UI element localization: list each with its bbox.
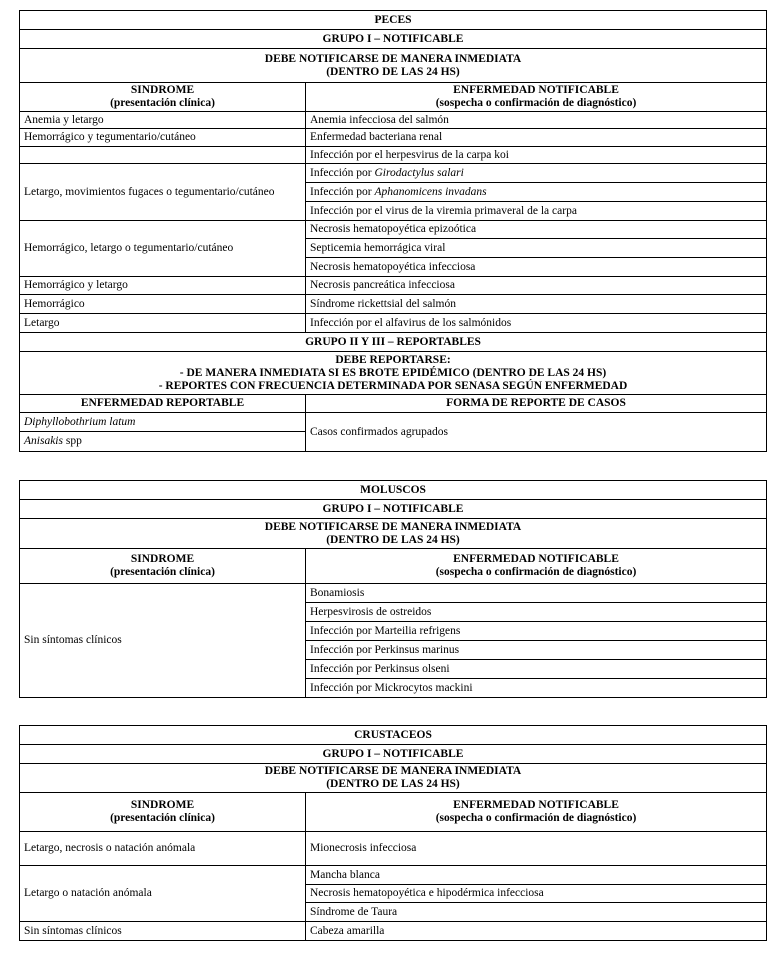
syndrome-cell: Hemorrágico, letargo o tegumentario/cutáneo <box>20 221 306 277</box>
notice-line2: (DENTRO DE LAS 24 HS) <box>326 533 460 546</box>
col-header-sub: (presentación clínica) <box>110 812 215 824</box>
disease-species: Girodactylus salari <box>374 166 464 179</box>
crustaceos-notice <box>20 764 767 793</box>
col-header-disease <box>306 793 767 832</box>
disease-cell: Anemia infecciosa del salmón <box>306 112 767 129</box>
crustaceos-group1: GRUPO I – NOTIFICABLE <box>20 745 767 764</box>
table-row <box>20 221 767 239</box>
col-header-reportable: ENFERMEDAD REPORTABLE <box>20 395 306 413</box>
report-line1: DEBE REPORTARSE: <box>335 353 451 366</box>
notice-line2: (DENTRO DE LAS 24 HS) <box>326 778 460 790</box>
disease-cell: Infección por el herpesvirus de la carpa koi <box>306 147 767 164</box>
table-row <box>20 866 767 885</box>
table-row <box>20 584 767 603</box>
syndrome-cell: Anemia y letargo <box>20 112 306 129</box>
syndrome-cell: Letargo <box>20 314 306 333</box>
col-header-label: SINDROME <box>130 799 195 811</box>
col-header-sub: (presentación clínica) <box>110 97 215 109</box>
report-line2: - DE MANERA INMEDIATA SI ES BROTE EPIDÉMICO (DENTRO DE LAS 24 HS) <box>179 366 607 379</box>
disease-cell <box>306 164 767 183</box>
report-line3: - REPORTES CON FRECUENCIA DETERMINADA POR SENASA SEGÚN ENFERMEDAD <box>158 379 628 392</box>
crustaceos-table <box>19 725 767 941</box>
syndrome-cell <box>20 147 306 164</box>
col-header-disease <box>306 549 767 584</box>
moluscos-table <box>19 480 767 698</box>
disease-cell: Septicemia hemorrágica viral <box>306 239 767 258</box>
moluscos-group1: GRUPO I – NOTIFICABLE <box>20 500 767 519</box>
table-row <box>20 147 767 164</box>
notice-line1: DEBE NOTIFICARSE DE MANERA INMEDIATA <box>264 52 522 65</box>
reportable-disease-cell <box>20 432 306 452</box>
disease-cell: Mancha blanca <box>306 866 767 885</box>
col-header-label: SINDROME <box>130 84 195 96</box>
col-header-label: ENFERMEDAD NOTIFICABLE <box>453 553 619 565</box>
disease-cell: Necrosis hematopoyética infecciosa <box>306 258 767 277</box>
table-row <box>20 413 767 432</box>
disease-cell: Necrosis hematopoyética e hipodérmica infecciosa <box>306 885 767 903</box>
disease-cell: Síndrome rickettsial del salmón <box>306 295 767 314</box>
notice-line1: DEBE NOTIFICARSE DE MANERA INMEDIATA <box>264 520 522 533</box>
disease-cell: Mionecrosis infecciosa <box>306 832 767 866</box>
syndrome-cell: Hemorrágico y tegumentario/cutáneo <box>20 129 306 147</box>
peces-group1: GRUPO I – NOTIFICABLE <box>20 30 767 49</box>
disease-species: Aphanomicens invadans <box>374 185 487 198</box>
syndrome-cell: Letargo, movimientos fugaces o tegumentario/cutáneo <box>20 164 306 221</box>
disease-cell: Bonamiosis <box>306 584 767 603</box>
table-row <box>20 277 767 295</box>
col-header-sub: (sospecha o confirmación de diagnóstico) <box>435 812 637 824</box>
syndrome-cell: Letargo o natación anómala <box>20 866 306 922</box>
disease-prefix: Infección por <box>310 166 375 179</box>
col-header-label: ENFERMEDAD NOTIFICABLE <box>453 799 619 811</box>
peces-group2: GRUPO II Y III – REPORTABLES <box>20 333 767 352</box>
peces-report-notice <box>20 352 767 395</box>
col-header-sub: (presentación clínica) <box>110 566 215 578</box>
disease-cell: Necrosis hematopoyética epizoótica <box>306 221 767 239</box>
col-header-sub: (sospecha o confirmación de diagnóstico) <box>435 566 637 578</box>
report-form-cell: Casos confirmados agrupados <box>306 413 767 452</box>
disease-cell: Infección por el virus de la viremia primaveral de la carpa <box>306 202 767 221</box>
disease-cell: Infección por Perkinsus olseni <box>306 660 767 679</box>
col-header-syndrome <box>20 793 306 832</box>
notice-line1: DEBE NOTIFICARSE DE MANERA INMEDIATA <box>264 765 522 777</box>
col-header-report-form: FORMA DE REPORTE DE CASOS <box>306 395 767 413</box>
col-header-syndrome <box>20 549 306 584</box>
crustaceos-title: CRUSTACEOS <box>20 726 767 745</box>
syndrome-cell: Hemorrágico <box>20 295 306 314</box>
disease-cell <box>306 183 767 202</box>
col-header-label: ENFERMEDAD NOTIFICABLE <box>453 84 619 96</box>
table-row <box>20 295 767 314</box>
col-header-label: SINDROME <box>130 553 195 565</box>
syndrome-cell: Hemorrágico y letargo <box>20 277 306 295</box>
notice-line2: (DENTRO DE LAS 24 HS) <box>326 65 460 78</box>
disease-cell: Cabeza amarilla <box>306 922 767 941</box>
reportable-disease-cell <box>20 413 306 432</box>
species-suffix: spp <box>62 435 82 447</box>
table-row <box>20 112 767 129</box>
moluscos-notice <box>20 519 767 549</box>
disease-cell: Infección por Mickrocytos mackini <box>306 679 767 698</box>
table-row <box>20 922 767 941</box>
moluscos-title: MOLUSCOS <box>20 481 767 500</box>
species-name: Diphyllobothrium latum <box>24 415 136 428</box>
disease-prefix: Infección por <box>310 185 375 198</box>
table-row <box>20 164 767 183</box>
col-header-sub: (sospecha o confirmación de diagnóstico) <box>435 97 637 109</box>
species-name: Anisakis <box>24 435 63 447</box>
col-header-syndrome <box>20 83 306 112</box>
peces-notice <box>20 49 767 83</box>
syndrome-cell: Letargo, necrosis o natación anómala <box>20 832 306 866</box>
disease-cell: Infección por Perkinsus marinus <box>306 641 767 660</box>
disease-cell: Infección por Marteilia refrigens <box>306 622 767 641</box>
col-header-disease <box>306 83 767 112</box>
table-row <box>20 314 767 333</box>
disease-cell: Enfermedad bacteriana renal <box>306 129 767 147</box>
peces-table <box>19 10 767 452</box>
table-row <box>20 129 767 147</box>
disease-cell: Necrosis pancreática infecciosa <box>306 277 767 295</box>
syndrome-cell: Sin síntomas clínicos <box>20 922 306 941</box>
disease-cell: Herpesvirosis de ostreidos <box>306 603 767 622</box>
disease-cell: Infección por el alfavirus de los salmónidos <box>306 314 767 333</box>
syndrome-cell: Sin síntomas clínicos <box>20 584 306 698</box>
table-row <box>20 832 767 866</box>
disease-cell: Síndrome de Taura <box>306 903 767 922</box>
peces-title: PECES <box>20 11 767 30</box>
